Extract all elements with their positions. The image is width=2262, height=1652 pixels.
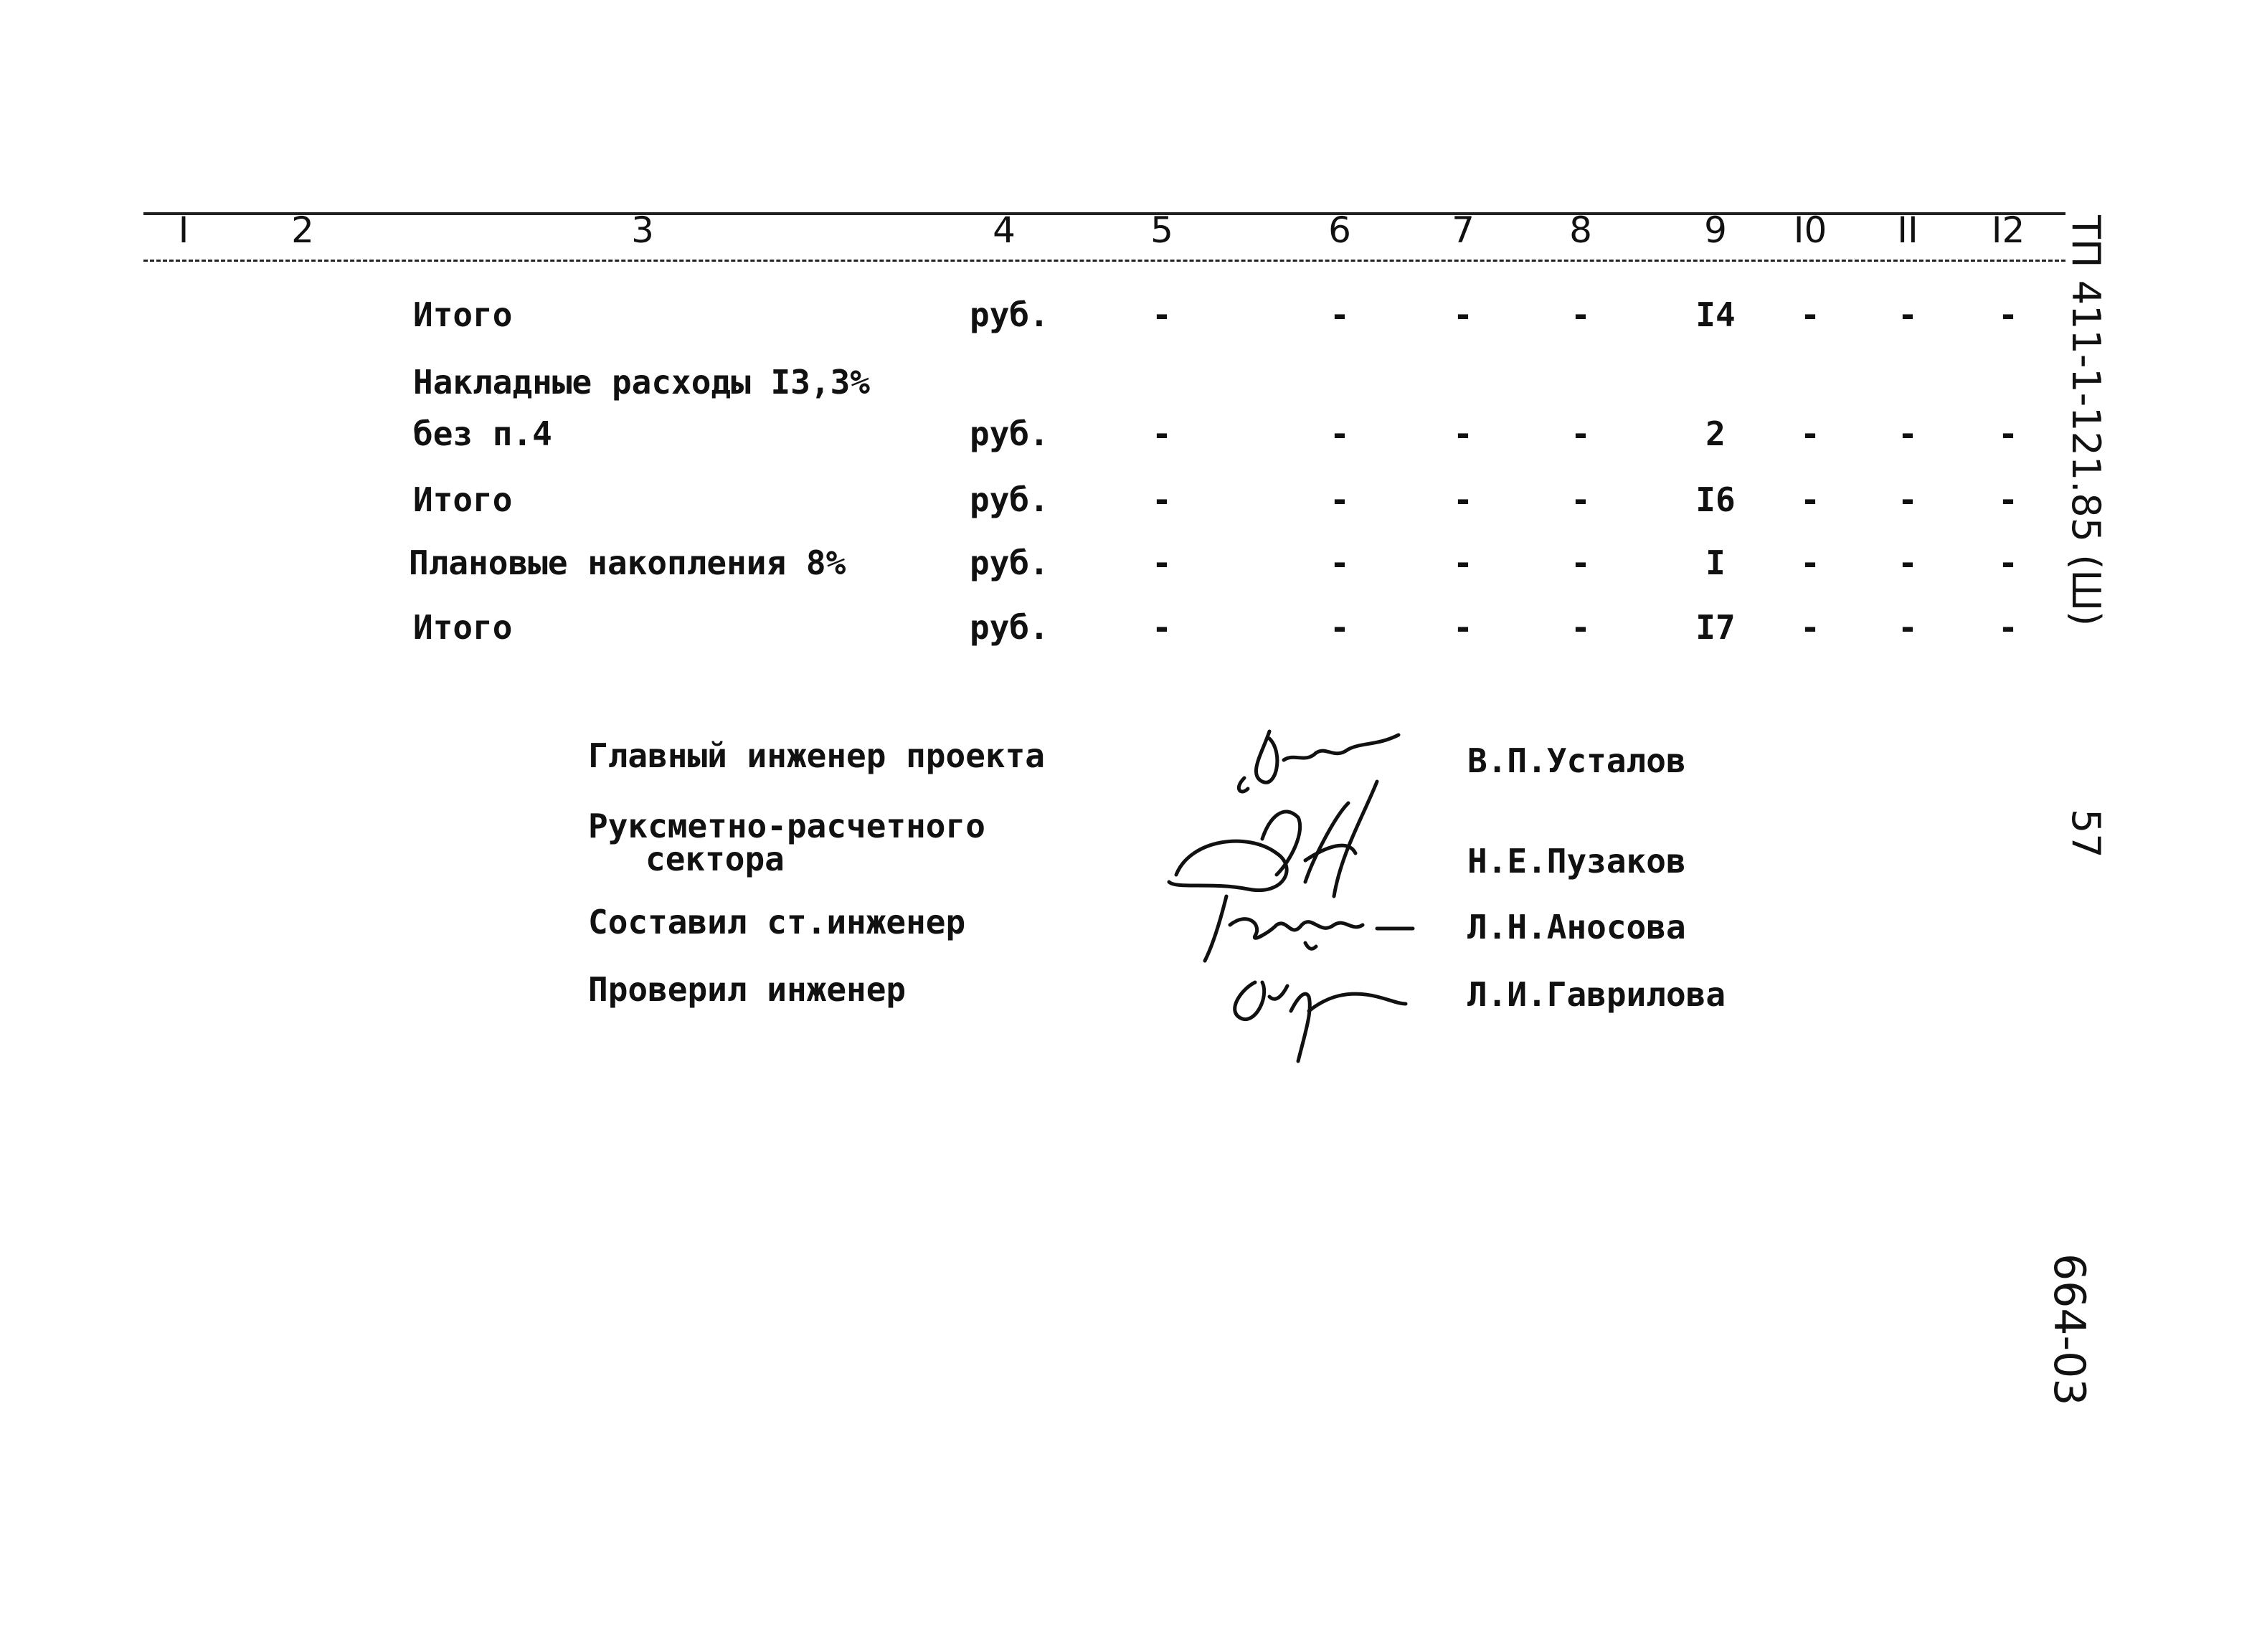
row-value: - [1998,543,2018,582]
column-header: I2 [1991,209,2025,251]
row-value: - [1152,414,1172,453]
signature-ustalov [1239,731,1399,792]
row-value: - [1898,295,1918,334]
row-unit: руб. [970,414,1049,453]
column-header: 9 [1704,209,1727,251]
signatory-title: Проверил инженер [588,970,907,1009]
table-top-rule [143,212,2065,215]
row-value: - [1571,608,1591,647]
signature-gavrilova [1235,982,1406,1061]
row-label: Плановые накопления 8% [409,543,846,582]
column-header: I [178,209,189,251]
row-value: - [1330,295,1350,334]
row-value: - [1330,608,1350,647]
column-header: I0 [1793,209,1827,251]
row-value: - [1571,543,1591,582]
row-value: - [1453,608,1473,647]
row-label: Итого [413,608,513,647]
signature-anosova [1205,896,1413,961]
signatory-name: Н.Е.Пузаков [1467,842,1686,880]
row-value: - [1152,608,1172,647]
row-value: I6 [1695,480,1736,519]
row-value: - [1800,543,1820,582]
row-value: I4 [1695,295,1736,334]
row-value: - [1800,608,1820,647]
row-unit: руб. [970,480,1049,519]
signatory-title: Главный инженер проекта [588,736,1045,775]
row-value: - [1453,543,1473,582]
row-value: I [1705,543,1726,582]
column-header: 2 [291,209,314,251]
row-value: - [1898,480,1918,519]
row-value: - [1330,480,1350,519]
row-unit: руб. [970,295,1049,334]
row-unit: руб. [970,608,1049,647]
signatory-title-line2: сектора [645,840,785,878]
row-value: - [1998,608,2018,647]
signature-puzakov [1169,782,1377,896]
column-header: 3 [631,209,654,251]
row-label: Итого [413,295,513,334]
row-value: - [1152,543,1172,582]
row-label: Итого [413,480,513,519]
page-number: 57 [2063,809,2109,858]
row-value: 2 [1705,414,1726,453]
row-value: - [1998,414,2018,453]
signatory-title: Составил ст.инженер [588,903,966,941]
signatory-title-line1: Руксметно-расчетного [588,807,985,845]
table-header-rule [143,260,2065,262]
signatory-name: Л.И.Гаврилова [1467,975,1726,1014]
row-value: - [1330,543,1350,582]
handwritten-signatures [1162,710,1463,1083]
row-value: I7 [1695,608,1736,647]
signatory-name: Л.Н.Аносова [1467,908,1686,946]
row-value: - [1571,295,1591,334]
row-value: - [1800,295,1820,334]
row-label-line1: Накладные расходы I3,3% [413,363,870,402]
column-header: 7 [1452,209,1475,251]
row-unit: руб. [970,543,1049,582]
row-value: - [1998,295,2018,334]
row-value: - [1898,414,1918,453]
row-value: - [1453,414,1473,453]
row-value: - [1152,480,1172,519]
column-header: II [1897,209,1918,251]
row-value: - [1800,414,1820,453]
column-header: 4 [993,209,1016,251]
row-value: - [1898,543,1918,582]
row-value: - [1330,414,1350,453]
document-code: ТП 411-1-121.85 (Ш) [2063,215,2109,627]
row-label: без п.4 [413,414,552,453]
row-value: - [1152,295,1172,334]
row-value: - [1571,414,1591,453]
row-value: - [1800,480,1820,519]
row-value: - [1898,608,1918,647]
row-value: - [1571,480,1591,519]
column-header: 6 [1328,209,1351,251]
row-value: - [1453,295,1473,334]
row-value: - [1453,480,1473,519]
column-header: 5 [1150,209,1173,251]
row-value: - [1998,480,2018,519]
archive-code: 664-03 [2044,1253,2094,1406]
signatory-name: В.П.Усталов [1467,741,1686,780]
column-header: 8 [1569,209,1592,251]
